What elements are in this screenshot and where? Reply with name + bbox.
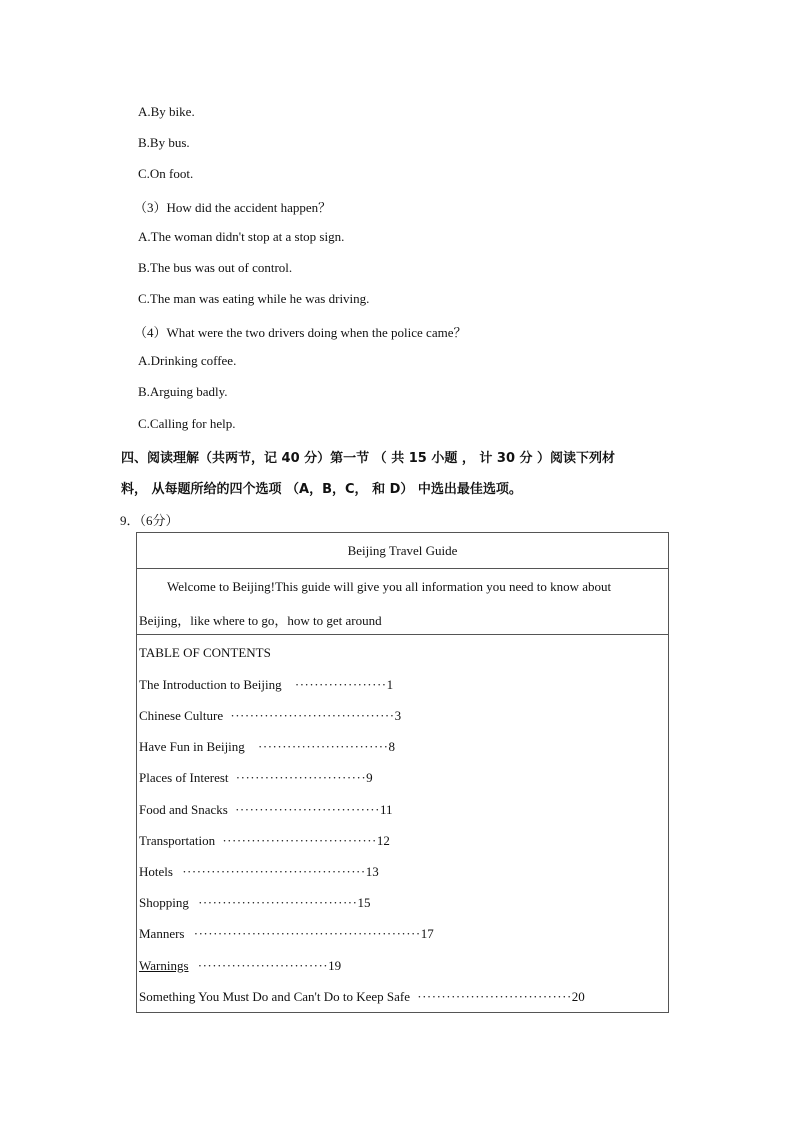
toc-page: 9 (366, 770, 373, 785)
toc-leader: ··················· (294, 677, 387, 692)
toc-label: Transportation (139, 833, 216, 848)
toc-page: 1 (386, 677, 394, 692)
toc-label: Have Fun in Beijing (139, 739, 245, 754)
option-q3-b: B.The bus was out of control. (138, 260, 293, 275)
toc-entry (139, 926, 434, 942)
toc-entry (139, 864, 379, 880)
guide-intro (137, 569, 668, 635)
question-3-stem: （3）How did the accident happen？ (134, 200, 332, 215)
toc-entry (139, 677, 393, 693)
toc-label: Hotels (139, 864, 173, 879)
toc-leader: ··············································· (193, 926, 421, 941)
toc-leader: ································ (417, 989, 572, 1004)
toc-label: Something You Must Do and Can't Do to Keep Safe (139, 989, 411, 1004)
toc-page: 15 (357, 895, 371, 910)
toc-page: 8 (388, 739, 395, 754)
toc-label: Warnings (139, 958, 189, 973)
option-q4-c: C.Calling for help. (138, 416, 236, 431)
option-q4-b: B.Arguing badly. (138, 384, 228, 399)
toc-page: 19 (328, 958, 342, 973)
toc-page: 11 (379, 802, 393, 817)
question-9-number: 9．（6分） (120, 513, 179, 528)
toc-entry (139, 833, 390, 849)
toc-leader: ······························ (235, 802, 380, 817)
toc-leader: ··························· (258, 739, 389, 754)
toc-page: 13 (365, 864, 379, 879)
option-q2-c: C.On foot. (138, 166, 194, 181)
toc-page: 3 (394, 708, 402, 723)
toc-leader: ································ (222, 833, 377, 848)
option-q2-a: A.By bike. (138, 104, 195, 119)
toc-leader: ·································· (230, 708, 395, 723)
toc-entry (139, 739, 395, 755)
guide-title: Beijing Travel Guide (137, 533, 668, 569)
option-q3-a: A.The woman didn't stop at a stop sign. (138, 229, 345, 244)
section-header-line1: 四、阅读理解（共两节，记 40 分）第一节 （ 共 15 小题 ， 计 30 分 ）阅读下列材 (121, 451, 616, 466)
toc-label: Manners (139, 926, 185, 941)
toc-entry (139, 895, 370, 911)
toc-label: Shopping (139, 895, 189, 910)
toc-label: Chinese Culture (139, 708, 224, 723)
guide-intro-line2: Beijing，like where to go，how to get around (139, 613, 382, 628)
toc-entry (139, 708, 401, 724)
toc-page: 17 (420, 926, 434, 941)
toc-leader: ································· (198, 895, 358, 910)
toc-label: The Introduction to Beijing (139, 677, 282, 692)
toc-leader: ··························· (235, 770, 367, 785)
toc-entry (139, 958, 341, 974)
option-q3-c: C.The man was eating while he was driving. (138, 291, 370, 306)
toc-entry (139, 770, 373, 786)
option-q2-b: B.By bus. (138, 135, 190, 150)
toc-entry (139, 802, 393, 818)
toc-leader: ··························· (197, 958, 329, 973)
option-q4-a: A.Drinking coffee. (138, 353, 237, 368)
toc-label: Food and Snacks (139, 802, 228, 817)
toc-leader: ······································ (182, 864, 366, 879)
section-header-line2: 料， 从每题所给的四个选项 （A，B，C， 和 D） 中选出最佳选项。 (121, 482, 522, 497)
toc-page: 20 (571, 989, 585, 1004)
toc-page: 12 (376, 833, 390, 848)
toc-heading: TABLE OF CONTENTS (139, 645, 271, 660)
guide-intro-line1: Welcome to Beijing!This guide will give you all information you need to know about (167, 579, 612, 594)
travel-guide-table (136, 532, 669, 1013)
question-4-stem: （4）What were the two drivers doing when the police came？ (134, 325, 467, 340)
toc-label: Places of Interest (139, 770, 229, 785)
toc-entry (139, 989, 585, 1005)
